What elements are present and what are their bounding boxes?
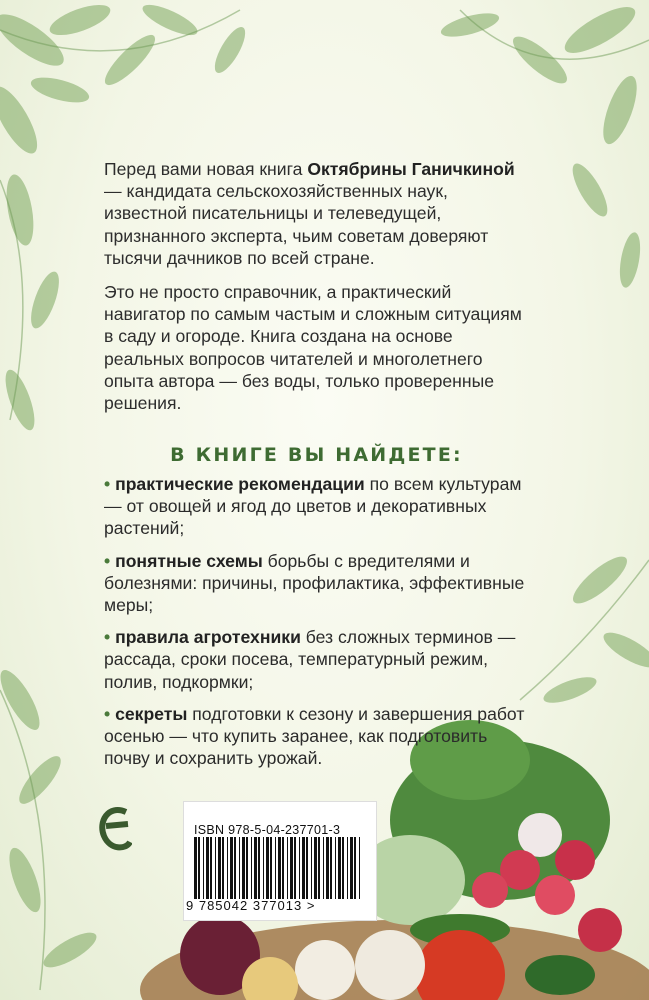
barcode-bar — [326, 837, 329, 899]
bullet-icon: • — [104, 627, 116, 648]
author-name: Октябрины Ганичкиной — [307, 159, 515, 179]
barcode-bar — [311, 837, 312, 899]
barcode-bar — [222, 837, 224, 899]
barcode-bar — [254, 837, 257, 899]
barcode-bar — [263, 837, 264, 899]
barcode-bar — [347, 837, 348, 899]
barcode-bar — [335, 837, 336, 899]
barcode-bar — [266, 837, 269, 899]
barcode-bar — [294, 837, 296, 899]
barcode-bar — [194, 837, 197, 899]
feature-list — [104, 473, 534, 779]
barcode-bar — [242, 837, 245, 899]
barcode-digits: 9 785042 377013 > — [186, 898, 316, 913]
barcode-bar — [270, 837, 272, 899]
barcode-bar — [218, 837, 221, 899]
barcode — [194, 837, 362, 899]
publisher-logo — [98, 800, 132, 856]
barcode-bar — [314, 837, 317, 899]
list-item: • практические рекомендации по всем культурам — от овощей и ягод до цветов и декоративных растений; — [104, 474, 522, 539]
barcode-bar — [287, 837, 288, 899]
intro-paragraph-1: Перед вами новая книга Октябрины Ганичкиной — кандидата сельскохозяйственных наук, известной писательницы и телеведущей, признанного эксперта, чьим советам доверяют тысячи дачников по всей стране. — [104, 159, 515, 268]
barcode-bar — [278, 837, 281, 899]
barcode-bar — [323, 837, 324, 899]
barcode-bar — [354, 837, 356, 899]
barcode-bar — [318, 837, 320, 899]
barcode-bar — [302, 837, 305, 899]
bullet-icon: • — [104, 703, 116, 724]
barcode-bar — [342, 837, 344, 899]
barcode-bar — [239, 837, 240, 899]
barcode-bar — [227, 837, 228, 899]
barcode-bar — [230, 837, 233, 899]
barcode-label — [183, 801, 377, 921]
list-item: • понятные схемы борьбы с вредителями и болезнями: причины, профилактика, эффективные меры; — [104, 550, 525, 616]
barcode-bar — [306, 837, 308, 899]
barcode-bar — [359, 837, 360, 899]
section-heading: В КНИГЕ ВЫ НАЙДЕТЕ: — [170, 444, 463, 466]
barcode-bar — [330, 837, 332, 899]
barcode-bar — [275, 837, 276, 899]
barcode-bar — [234, 837, 236, 899]
barcode-bar — [215, 837, 216, 899]
barcode-bar — [203, 837, 204, 899]
barcode-bar — [251, 837, 252, 899]
barcode-bar — [258, 837, 260, 899]
barcode-bar — [210, 837, 212, 899]
list-item: • секреты подготовки к сезону и завершения работ осенью — что купить заранее, как подготовить почву и сохранить урожай. — [104, 703, 525, 769]
barcode-bar — [350, 837, 353, 899]
annotation-text — [104, 158, 529, 426]
barcode-bar — [246, 837, 248, 899]
barcode-bar — [290, 837, 293, 899]
intro-paragraph-2: Это не просто справочник, а практический навигатор по самым частым и сложным ситуациям в саду и огороде. Книга создана на основе реальных вопросов читателей и многолетнего опыта автора — без воды, только проверенные решения. — [104, 282, 522, 414]
bullet-icon: • — [104, 550, 116, 571]
isbn-text: ISBN 978-5-04-237701-3 — [194, 823, 341, 837]
barcode-bar — [338, 837, 341, 899]
barcode-bar — [198, 837, 200, 899]
barcode-bar — [282, 837, 284, 899]
barcode-bar — [299, 837, 300, 899]
list-item: • правила агротехники без сложных терминов — рассада, сроки посева, температурный режим, полив, подкормки; — [104, 627, 516, 692]
bullet-icon: • — [104, 474, 116, 494]
barcode-bar — [206, 837, 209, 899]
